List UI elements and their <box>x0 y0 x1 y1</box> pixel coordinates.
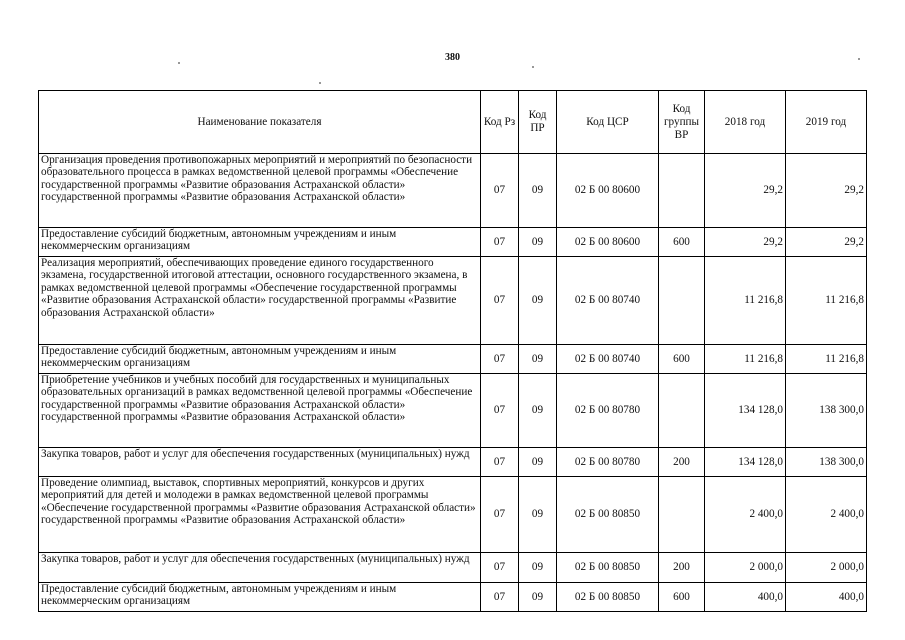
row-2019: 138 300,0 <box>786 448 867 477</box>
row-pr: 09 <box>519 448 557 477</box>
row-2018: 134 128,0 <box>705 448 786 477</box>
table-row <box>39 154 867 228</box>
table-row <box>39 583 867 612</box>
row-2018: 29,2 <box>705 228 786 257</box>
row-vr: 200 <box>659 448 705 477</box>
column-header-2018: 2018 год <box>705 91 786 154</box>
row-2018: 134 128,0 <box>705 374 786 448</box>
table-row <box>39 257 867 345</box>
column-header-name: Наименование показателя <box>39 91 481 154</box>
table-row <box>39 345 867 374</box>
row-csr: 02 Б 00 80740 <box>557 345 659 374</box>
row-2018: 29,2 <box>705 154 786 228</box>
row-pr: 09 <box>519 154 557 228</box>
row-2018: 11 216,8 <box>705 345 786 374</box>
row-vr: 600 <box>659 228 705 257</box>
table-row <box>39 228 867 257</box>
row-csr: 02 Б 00 80850 <box>557 477 659 553</box>
row-2018: 2 000,0 <box>705 553 786 583</box>
row-csr: 02 Б 00 80600 <box>557 154 659 228</box>
row-vr <box>659 257 705 345</box>
row-csr: 02 Б 00 80850 <box>557 553 659 583</box>
row-vr <box>659 374 705 448</box>
scan-speck <box>178 62 180 64</box>
row-pr: 09 <box>519 345 557 374</box>
row-name: Проведение олимпиад, выставок, спортивных мероприятий, конкурсов и других мероприятий для детей и молодежи в рамках ведомственной целевой программы «Обеспечение государственной программы «Развитие образования Астраханской области» государственной программы «Развитие образования Астраханской области» <box>39 477 481 553</box>
row-2019: 11 216,8 <box>786 257 867 345</box>
row-2019: 11 216,8 <box>786 345 867 374</box>
column-header-csr: Код ЦСР <box>557 91 659 154</box>
row-rz: 07 <box>481 553 519 583</box>
row-name: Закупка товаров, работ и услуг для обеспечения государственных (муниципальных) нужд <box>39 553 481 583</box>
row-2018: 2 400,0 <box>705 477 786 553</box>
scan-speck <box>319 82 321 84</box>
row-vr: 600 <box>659 345 705 374</box>
row-2018: 400,0 <box>705 583 786 612</box>
row-2019: 138 300,0 <box>786 374 867 448</box>
row-name: Закупка товаров, работ и услуг для обеспечения государственных (муниципальных) нужд <box>39 448 481 477</box>
budget-table <box>38 90 867 612</box>
row-csr: 02 Б 00 80850 <box>557 583 659 612</box>
table-row <box>39 374 867 448</box>
column-header-2019: 2019 год <box>786 91 867 154</box>
row-2019: 2 400,0 <box>786 477 867 553</box>
row-rz: 07 <box>481 257 519 345</box>
table-row <box>39 448 867 477</box>
row-pr: 09 <box>519 553 557 583</box>
row-rz: 07 <box>481 154 519 228</box>
row-rz: 07 <box>481 374 519 448</box>
row-2019: 400,0 <box>786 583 867 612</box>
row-2019: 29,2 <box>786 154 867 228</box>
row-rz: 07 <box>481 345 519 374</box>
row-pr: 09 <box>519 374 557 448</box>
row-csr: 02 Б 00 80780 <box>557 448 659 477</box>
row-2018: 11 216,8 <box>705 257 786 345</box>
row-name: Организация проведения противопожарных мероприятий и мероприятий по безопасности образовательного процесса в рамках ведомственной целевой программы «Обеспечение государственной программы «Развитие образования Астраханской области» государственной программы «Развитие образования Астраханской области» <box>39 154 481 228</box>
row-pr: 09 <box>519 477 557 553</box>
row-vr: 200 <box>659 553 705 583</box>
table-row <box>39 477 867 553</box>
row-name: Реализация мероприятий, обеспечивающих проведение единого государственного экзамена, государственной итоговой аттестации, основного государственного экзамена, в рамках ведомственной целевой программы «Обеспечение государственной программы «Развитие образования Астраханской области» государственной программы «Развитие образования Астраханской области» <box>39 257 481 345</box>
scan-speck <box>532 66 534 68</box>
scan-speck <box>858 58 860 60</box>
row-rz: 07 <box>481 583 519 612</box>
row-name: Предоставление субсидий бюджетным, автономным учреждениям и иным некоммерческим организациям <box>39 583 481 612</box>
row-rz: 07 <box>481 228 519 257</box>
table-row <box>39 553 867 583</box>
column-header-vr: Код группы ВР <box>659 91 705 154</box>
row-vr <box>659 154 705 228</box>
row-pr: 09 <box>519 257 557 345</box>
row-vr: 600 <box>659 583 705 612</box>
row-2019: 29,2 <box>786 228 867 257</box>
table-header-row <box>39 91 867 154</box>
page-number: 380 <box>445 52 460 63</box>
row-name: Предоставление субсидий бюджетным, автономным учреждениям и иным некоммерческим организациям <box>39 228 481 257</box>
column-header-pr: Код ПР <box>519 91 557 154</box>
row-2019: 2 000,0 <box>786 553 867 583</box>
row-name: Приобретение учебников и учебных пособий для государственных и муниципальных образовательных организаций в рамках ведомственной целевой программы «Обеспечение государственной программы «Развитие образования Астраханской области» государственной программы «Развитие образования Астраханской области» <box>39 374 481 448</box>
row-csr: 02 Б 00 80740 <box>557 257 659 345</box>
row-pr: 09 <box>519 583 557 612</box>
row-pr: 09 <box>519 228 557 257</box>
row-vr <box>659 477 705 553</box>
row-rz: 07 <box>481 477 519 553</box>
row-csr: 02 Б 00 80600 <box>557 228 659 257</box>
row-csr: 02 Б 00 80780 <box>557 374 659 448</box>
row-name: Предоставление субсидий бюджетным, автономным учреждениям и иным некоммерческим организациям <box>39 345 481 374</box>
column-header-rz: Код Рз <box>481 91 519 154</box>
row-rz: 07 <box>481 448 519 477</box>
